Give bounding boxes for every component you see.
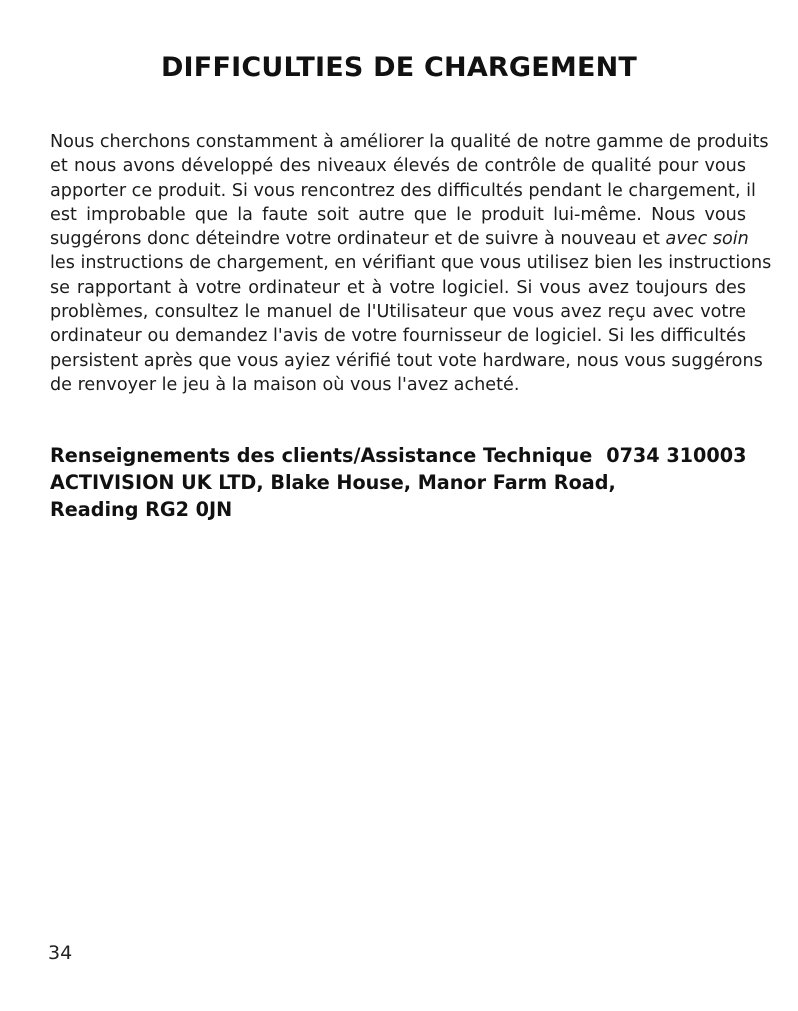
phone-number: 0734 310003 [606, 444, 747, 467]
body-line: persistent après que vous ayiez vérifié tout vote hardware, nous vous suggérons [50, 350, 763, 371]
contact-service-line [50, 442, 750, 469]
body-paragraph [50, 130, 772, 397]
body-line: les instructions de chargement, en vérifiant que vous utilisez bien les instructions [50, 253, 772, 274]
body-line: est improbable que la faute soit autre que le produit lui-même. Nous vous [50, 204, 746, 225]
page-number: 34 [48, 942, 73, 964]
body-line: et nous avons développé des niveaux élevés de contrôle de qualité pour vous [50, 156, 746, 177]
emphasis-text: avec soin [665, 229, 749, 250]
body-line: apporter ce produit. Si vous rencontrez des difficultés pendant le chargement, il [50, 180, 756, 201]
body-line: Nous cherchons constamment à améliorer la qualité de notre gamme de produits [50, 132, 769, 152]
body-line: se rapportant à votre ordinateur et à votre logiciel. Si vous avez toujours des [50, 277, 746, 298]
body-line: ordinateur ou demandez l'avis de votre fournisseur de logiciel. Si les difficultés [50, 326, 746, 347]
address-line: ACTIVISION UK LTD, Blake House, Manor Farm Road, [50, 471, 616, 494]
body-line-with-emphasis [50, 227, 749, 251]
service-label: Renseignements des clients/Assistance Technique [50, 444, 593, 467]
body-line: problèmes, consultez le manuel de l'Utilisateur que vous avez reçu avec votre [50, 302, 746, 323]
body-line: de renvoyer le jeu à la maison où vous l'avez acheté. [50, 374, 520, 395]
address-line: Reading RG2 0JN [50, 498, 233, 521]
body-line-text: suggérons donc déteindre votre ordinateur et de suivre à nouveau et [50, 229, 660, 250]
contact-block [50, 442, 750, 523]
page-title: DIFFICULTIES DE CHARGEMENT [160, 52, 638, 83]
